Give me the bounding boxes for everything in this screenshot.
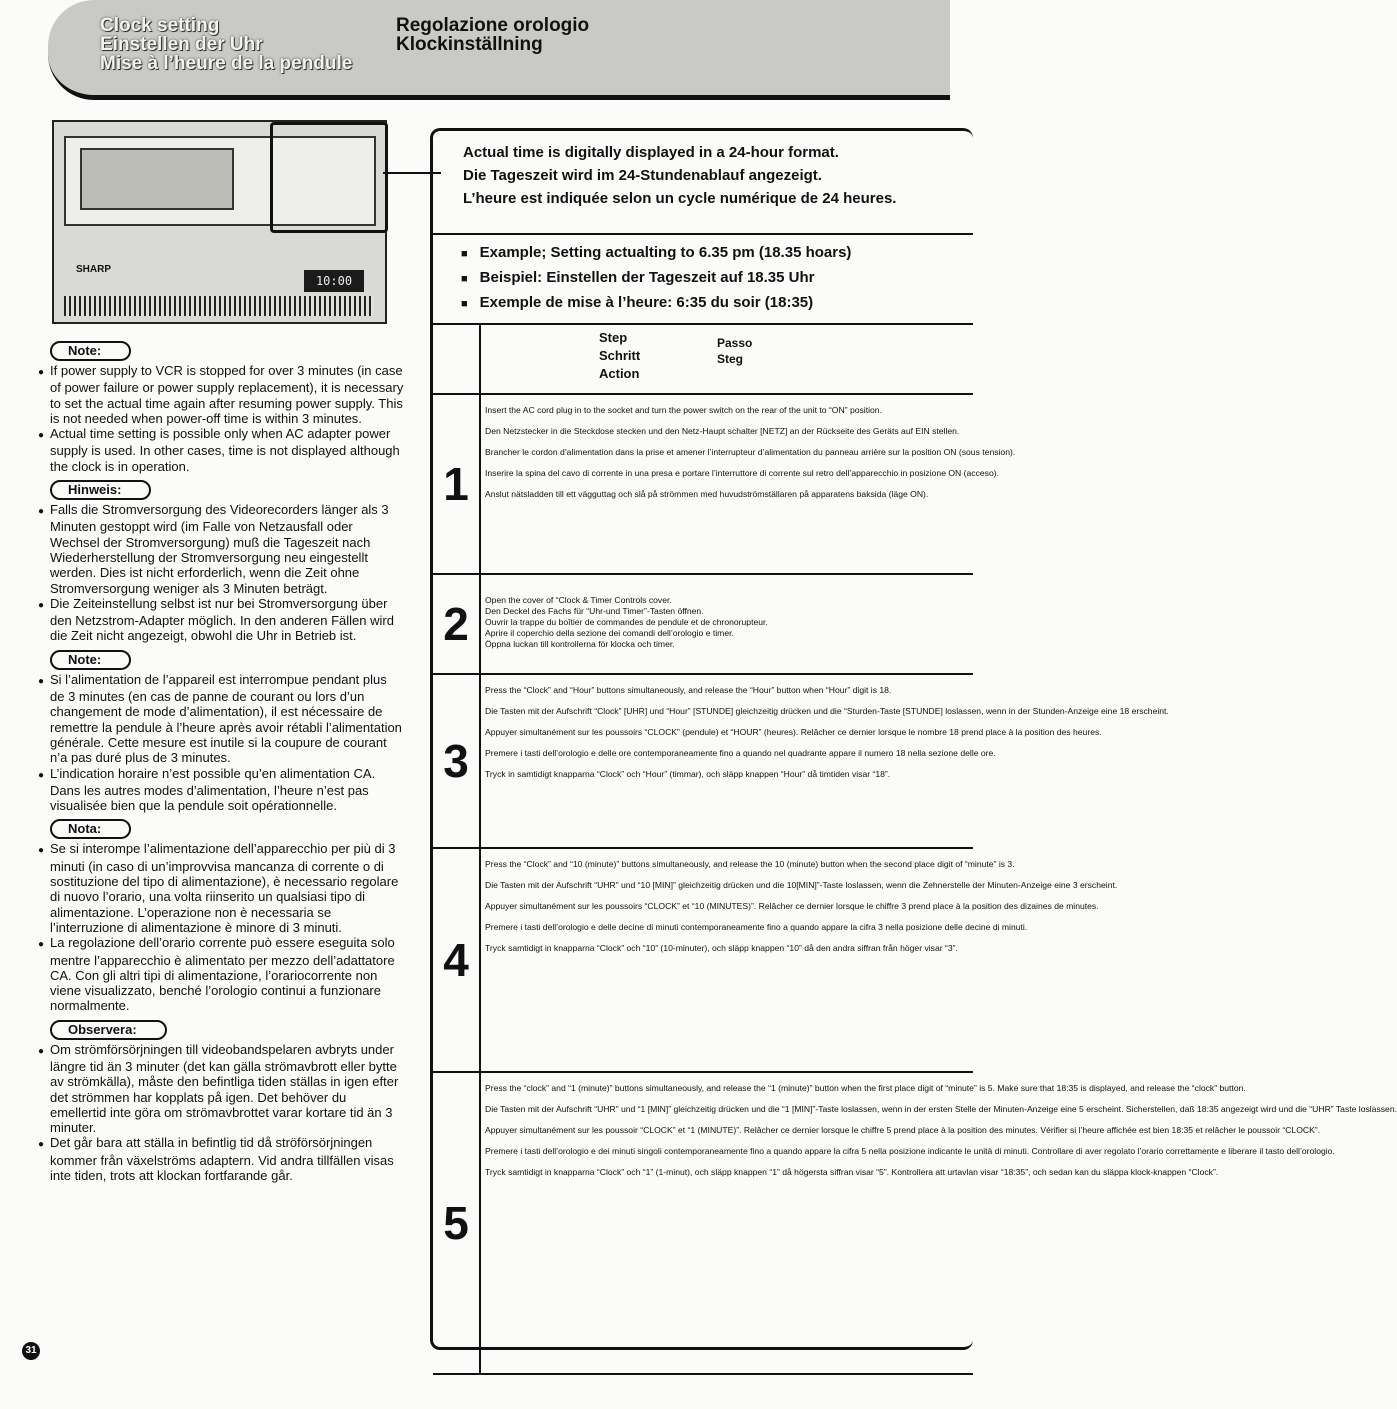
intro-block bbox=[433, 131, 973, 235]
vcr-illustration bbox=[52, 120, 387, 324]
intro-line: Actual time is digitally displayed in a 24-hour format. bbox=[463, 144, 839, 161]
title-group-left bbox=[100, 16, 352, 73]
step-number: 2 bbox=[433, 575, 481, 673]
vcr-clock-display: 10:00 bbox=[304, 270, 364, 292]
step-instruction-line: Appuyer simultanément sur les poussoirs “CLOCK” et “10 (MINUTES)”. Relâcher ce dernier lorsque le chiffre 3 prend place à la position des dizaines de minutes. bbox=[485, 901, 1099, 911]
step-instruction-line: Den Deckel des Fachs für “Uhr-und Timer”-Tasten öffnen. bbox=[485, 606, 704, 616]
step-table-header bbox=[433, 325, 973, 395]
note-item: ● Om strömförsörjningen till videobandspelaren avbryts under längre tid än 3 minuter (det kan gälla strömavbrott eller bytte av strömkälla), måste den befintliga tiden ställas in igen efter det strömmen har kopplats på igen. Det behöver du emellertid inte göra om strömavbrottet varar kortare tid än 3 minuter. bbox=[36, 1042, 404, 1136]
step-instruction-line: Open the cover of “Clock & Timer Controls cover. bbox=[485, 595, 672, 605]
example-block bbox=[433, 235, 973, 325]
note-label: Nota: bbox=[50, 819, 131, 839]
step-instruction-line: Tryck samtidigt in knapparna “Clock” och “1” (1-minut), och släpp knappen “1” då högersta siffran visar “5”. Kontrollera att urtavlan visar “18:35”, och sedan kan du släppa klock-knappen “Clock”. bbox=[485, 1167, 1219, 1177]
clock-controls-highlight bbox=[270, 122, 388, 233]
vcr-vents bbox=[64, 296, 374, 316]
example-line: ■ Beispiel: Einstellen der Tageszeit auf 18.35 Uhr bbox=[461, 266, 973, 291]
step-number: 1 bbox=[433, 395, 481, 573]
step-row bbox=[433, 575, 973, 675]
step-instructions bbox=[485, 1083, 1397, 1188]
intro-line: Die Tageszeit wird im 24-Stundenablauf angezeigt. bbox=[463, 167, 822, 184]
step-instruction-line: Appuyer simultanément sur les poussoirs “CLOCK” (pendule) et “HOUR” (heures). Relâcher ce dernier lorsque le nombre 18 prend place à la position des heures. bbox=[485, 727, 1102, 737]
title-german: Einstellen der Uhr bbox=[100, 34, 263, 55]
note-label: Note: bbox=[50, 650, 131, 670]
header-label: Action bbox=[599, 366, 640, 381]
step-instruction-line: Aprire il coperchio della sezione dei comandi dell’orologio e timer. bbox=[485, 628, 734, 638]
step-instruction-line: Die Tasten mit der Aufschrift “Clock” [UHR] und “Hour” [STUNDE] gleichzeitig drücken und die “Sturden-Taste [STUNDE] loslassen, wenn in der Stunden-Anzeige eine 18 erscheint. bbox=[485, 706, 1169, 716]
note-item: ● La regolazione dell’orario corrente può essere eseguita solo mentre l’apparecchio è alimentato per mezzo dell’adattatore CA. Con gli altri tipi di alimentazione, l’orariocorrente non viene visualizzato, benché l’orologio continui a funzionare normalmente. bbox=[36, 935, 404, 1013]
step-instruction-line: Inserire la spina del cavo di corrente in una presa e portare l’interruttore di corrente sul retro dell’apparecchio in posizione ON (acceso). bbox=[485, 468, 999, 478]
step-instruction-line: Den Netzstecker in die Steckdose stecken und den Netz-Haupt schalter [NETZ] an der Rückseite des Geräts auf EIN stellen. bbox=[485, 426, 960, 436]
notes-column bbox=[36, 335, 404, 1183]
note-label: Observera: bbox=[50, 1020, 167, 1040]
note-item: ● Si l’alimentation de l’appareil est interrompue pendant plus de 3 minutes (en cas de panne de courant ou lors d’un changement de mode d’alimentation), il est nécessaire de remettre la pendule à l’heure après avoir rétabli l’alimentation générale. Cette mesure est inutile si la coupure de courant n’a pas duré plus de 3 minutes. bbox=[36, 672, 404, 766]
step-row bbox=[433, 675, 1169, 849]
note-label: Note: bbox=[50, 341, 131, 361]
header-label: Steg bbox=[717, 352, 744, 366]
step-instruction-line: Tryck samtidigt in knapparna “Clock” och “10” (10-minuter), och släpp knappen “10” då den andra siffran från höger visar “3”. bbox=[485, 943, 958, 953]
step-instruction-line: Appuyer simultanément sur les poussoir “CLOCK” et “1 (MINUTE)”. Relâcher ce dernier lorsque le chiffre 5 prend place à la position des minutes. Vérifier si l’heure affichée est bien 18:35 et relâcher le poussoir “CLOCK”. bbox=[485, 1125, 1321, 1135]
step-number: 3 bbox=[433, 675, 481, 847]
step-instruction-line: Die Tasten mit der Aufschrift “UHR” und “1 [MIN]” gleichzeitig drücken und die “1 [MIN]”-Taste loslassen, wenn in der ersten Stelle der Minuten-Anzeige eine 5 erscheint. Sicherstellen, daß 18:35 angezeigt wird und die “UHR” Taste loslassen. bbox=[485, 1104, 1397, 1114]
step-row bbox=[433, 1073, 1397, 1375]
header-label: Step bbox=[599, 330, 628, 345]
page-number: 31 bbox=[22, 1342, 40, 1360]
step-instruction-line: Öppna luckan till kontrollerna för klocka och timer. bbox=[485, 639, 675, 649]
step-instructions bbox=[485, 595, 955, 650]
step-row bbox=[433, 395, 1016, 575]
note-item: ● Die Zeiteinstellung selbst ist nur bei Stromversorgung über den Netzstrom-Adapter möglich. In den anderen Fällen wird die Zeit nicht angezeigt, obwohl die Uhr in Betrieb ist. bbox=[36, 596, 404, 644]
note-item: ● Falls die Stromversorgung des Videorecorders länger als 3 Minuten gestoppt wird (im Falle von Netzausfall oder Wechsel der Stromversorgung) muß die Tageszeit nach Wiederherstellung der Stromversorgung neu eingestellt werden. Dies ist nicht erforderlich, wenn die Zeit ohne Stromversorgung weniger als 3 Minuten beträgt. bbox=[36, 502, 404, 596]
title-group-right bbox=[396, 16, 589, 54]
step-instruction-line: Press the “clock” and “1 (minute)” buttons simultaneously, and release the “1 (minute)” button when the first place digit of “minute” is 5. Make sure that 18:35 is displayed, and release the “clock” button. bbox=[485, 1083, 1246, 1093]
step-instruction-line: Tryck in samtidigt knapparna “Clock” och “Hour” (timmar), och släpp knappen “Hour” då timtiden visar “18”. bbox=[485, 769, 891, 779]
note-label: Hinweis: bbox=[50, 480, 151, 500]
step-instruction-line: Premere i tasti dell’orologio e delle ore contemporaneamente fino a quando nel quadrante appare il numero 18 nella sezione delle ore. bbox=[485, 748, 996, 758]
step-number: 5 bbox=[433, 1073, 481, 1373]
title-banner bbox=[48, 0, 950, 100]
instructions-panel bbox=[430, 128, 1397, 1350]
step-instruction-line: Brancher le cordon d’alimentation dans la prise et amener l’interrupteur d’alimentation du panneau arrière sur la position ON (sous tension). bbox=[485, 447, 1016, 457]
step-instruction-line: Die Tasten mit der Aufschrift “UHR” und “10 [MIN]” gleichzeitig drücken und die 10[MIN]”-Taste loslassen, wenn die Zehnerstelle der Minuten-Anzeige eine 3 erscheint. bbox=[485, 880, 1118, 890]
step-number: 4 bbox=[433, 849, 481, 1071]
title-italian: Regolazione orologio bbox=[396, 15, 590, 36]
note-item: ● Se si interompe l’alimentazione dell’apparecchio per più di 3 minuti (in caso di un’improvvisa mancanza di corrente o di sostituzione del tipo di alimentazione), è necessario regolare di nuovo l’orario, una volta riinserito un qualsiasi tipo di alimentazione. L’operazione non è necessaria se l’interruzione di alimentazione è minore di 3 minuti. bbox=[36, 841, 404, 935]
example-line: ■ Example; Setting actualting to 6.35 pm (18.35 hoars) bbox=[461, 241, 973, 266]
step-instruction-line: Press the “Clock” and “Hour” buttons simultaneously, and release the “Hour” button when “Hour” digit is 18. bbox=[485, 685, 892, 695]
header-label: Passo bbox=[717, 336, 753, 350]
example-line: ■ Exemple de mise à l’heure: 6:35 du soir (18:35) bbox=[461, 291, 973, 316]
note-item: ● Actual time setting is possible only when AC adapter power supply is used. In other cases, time is not displayed although the clock is in operation. bbox=[36, 426, 404, 474]
step-instruction-line: Insert the AC cord plug in to the socket and turn the power switch on the rear of the unit to “ON” position. bbox=[485, 405, 882, 415]
step-rows bbox=[433, 395, 1397, 1375]
step-instruction-line: Premere i tasti dell’orologio e delle decine di minuti contemporaneamente fino a quando appare la cifra 3 nella posizione delle decine di minuti. bbox=[485, 922, 1028, 932]
title-english: Clock setting bbox=[100, 15, 220, 36]
step-instructions bbox=[485, 685, 1169, 790]
column-divider bbox=[479, 325, 481, 393]
title-french: Mise à l’heure de la pendule bbox=[100, 53, 353, 74]
step-instruction-line: Press the “Clock” and “10 (minute)” buttons simultaneously, and release the 10 (minute) button when the second place digit of “minute” is 3. bbox=[485, 859, 1015, 869]
title-swedish: Klockinställning bbox=[396, 34, 543, 55]
step-instructions bbox=[485, 405, 1016, 510]
step-header-col2 bbox=[717, 335, 752, 367]
note-item: ● If power supply to VCR is stopped for over 3 minutes (in case of power failure or power supply replacement), it is necessary to set the actual time again after resuming power supply. This is not needed when power-off time is within 3 minutes. bbox=[36, 363, 404, 426]
intro-line: L’heure est indiquée selon un cycle numérique de 24 heures. bbox=[463, 190, 897, 207]
step-instruction-line: Anslut nätsladden till ett vägguttag och slå på strömmen med huvudströmställaren på apparatens baksida (läge ON). bbox=[485, 489, 929, 499]
note-item: ● Det går bara att ställa in befintlig tid då ströförsörjningen kommer från växelströms adaptern. Vid andra tillfällen visas inte tiden, trots att klockan fortfarande går. bbox=[36, 1135, 404, 1183]
step-row bbox=[433, 849, 1118, 1073]
note-item: ● L’indication horaire n’est possible qu’en alimentation CA. Dans les autres modes d’alimentation, l’heure n’est pas visualisée bien que la pendule soit opérationnelle. bbox=[36, 766, 404, 814]
step-header-col1 bbox=[599, 329, 640, 383]
cassette-slot bbox=[80, 148, 234, 210]
step-instruction-line: Ouvrir la trappe du boîtier de commandes de pendule et de chronorupteur. bbox=[485, 617, 768, 627]
vcr-brand-label: SHARP bbox=[76, 264, 112, 275]
step-instruction-line: Premere i tasti dell’orologio e dei minuti singoli contemporaneamente fino a quando appare la cifra 5 nella posizione indicante le unità di minuti. Controllare di aver regolato l’orario correttamente e liberare il tasto dell’orologio. bbox=[485, 1146, 1335, 1156]
step-instructions bbox=[485, 859, 1118, 964]
header-label: Schritt bbox=[599, 348, 641, 363]
